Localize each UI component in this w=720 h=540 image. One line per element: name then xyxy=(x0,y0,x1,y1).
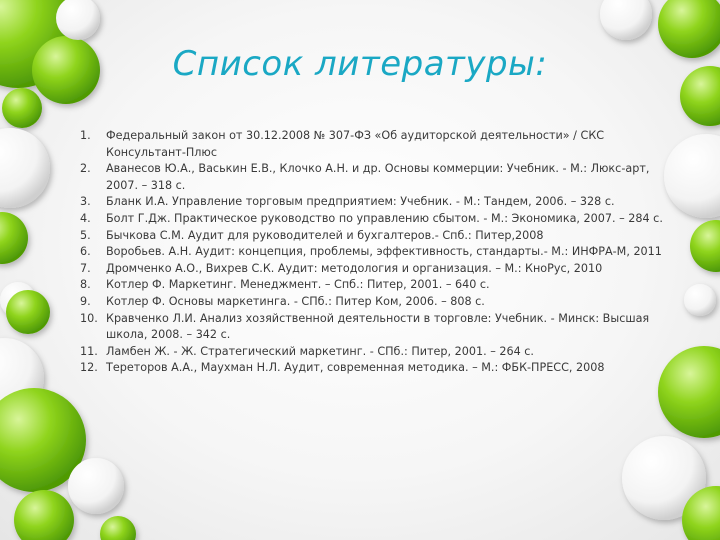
bubble-green xyxy=(2,88,42,128)
item-number: 8. xyxy=(80,278,91,292)
list-item xyxy=(80,344,665,361)
list-item xyxy=(80,128,665,161)
bubble-white xyxy=(0,282,36,318)
list-item xyxy=(80,261,665,278)
bubble-white xyxy=(0,338,44,418)
bubble-white xyxy=(0,128,50,208)
bubble-white xyxy=(56,0,100,40)
list-item xyxy=(80,161,665,194)
item-number: 12. xyxy=(80,361,98,375)
bubble-green xyxy=(0,212,28,264)
item-number: 3. xyxy=(80,195,91,209)
bubble-green xyxy=(6,290,50,334)
list-item xyxy=(80,244,665,261)
reference-text: Тереторов А.А., Маухман Н.Л. Аудит, современная методика. – М.: ФБК-ПРЕСС, 2008 xyxy=(106,361,605,375)
reference-text: Аванесов Ю.А., Васькин Е.В., Клочко А.Н. и др. Основы коммерции: Учебник. - М.: Люкс-арт, 2007. – 318 с. xyxy=(106,162,650,192)
bubble-white xyxy=(600,0,652,40)
bubble-green xyxy=(682,486,720,540)
reference-text: Федеральный закон от 30.12.2008 № 307-ФЗ «Об аудиторской деятельности» / СКС Консультант-Плюс xyxy=(106,129,605,159)
list-item xyxy=(80,277,665,294)
item-number: 10. xyxy=(80,311,98,325)
bubble-green xyxy=(0,388,86,492)
bubble-white xyxy=(684,284,716,316)
reference-text: Дромченко А.О., Вихрев С.К. Аудит: методология и организация. – М.: КноРус, 2010 xyxy=(106,261,603,275)
reference-list xyxy=(80,128,665,377)
bubble-white xyxy=(664,134,720,218)
item-number: 9. xyxy=(80,294,91,308)
list-item xyxy=(80,294,665,311)
item-number: 5. xyxy=(80,228,91,242)
bubble-green xyxy=(690,220,720,272)
reference-text: Ламбен Ж. - Ж. Стратегический маркетинг. - СПб.: Питер, 2001. – 264 с. xyxy=(106,344,534,358)
item-number: 4. xyxy=(80,211,91,225)
reference-text: Болт Г.Дж. Практическое руководство по управлению сбытом. - М.: Экономика, 2007. – 284 с. xyxy=(106,211,663,225)
list-item xyxy=(80,211,665,228)
item-number: 7. xyxy=(80,261,91,275)
list-item xyxy=(80,360,665,377)
reference-text: Бланк И.А. Управление торговым предприятием: Учебник. - М.: Тандем, 2006. – 328 с. xyxy=(106,195,615,209)
bubble-green xyxy=(100,516,136,540)
reference-text: Кравченко Л.И. Анализ хозяйственной деятельности в торговле: Учебник. - Минск: Высшая школа, 2008. – 342 с. xyxy=(106,311,650,342)
bubble-green xyxy=(14,490,74,540)
bubble-white xyxy=(68,458,124,514)
list-item xyxy=(80,311,665,344)
item-number: 11. xyxy=(80,344,98,358)
bubble-white xyxy=(622,436,706,520)
item-number: 2. xyxy=(80,162,91,176)
reference-text: Воробьев. А.Н. Аудит: концепция, проблемы, эффективность, стандарты.- М.: ИНФРА-М, 2011 xyxy=(106,245,662,259)
slide-title: Список литературы: xyxy=(172,44,548,84)
bubble-green xyxy=(658,346,720,438)
item-number: 6. xyxy=(80,245,91,259)
list-item xyxy=(80,228,665,245)
reference-text: Бычкова С.М. Аудит для руководителей и бухгалтеров.- Спб.: Питер,2008 xyxy=(106,228,544,242)
list-item xyxy=(80,194,665,211)
reference-text: Котлер Ф. Маркетинг. Менеджмент. – Спб.: Питер, 2001. – 640 с. xyxy=(106,278,490,292)
reference-text: Котлер Ф. Основы маркетинга. - СПб.: Питер Ком, 2006. – 808 с. xyxy=(106,294,485,308)
item-number: 1. xyxy=(80,129,91,142)
